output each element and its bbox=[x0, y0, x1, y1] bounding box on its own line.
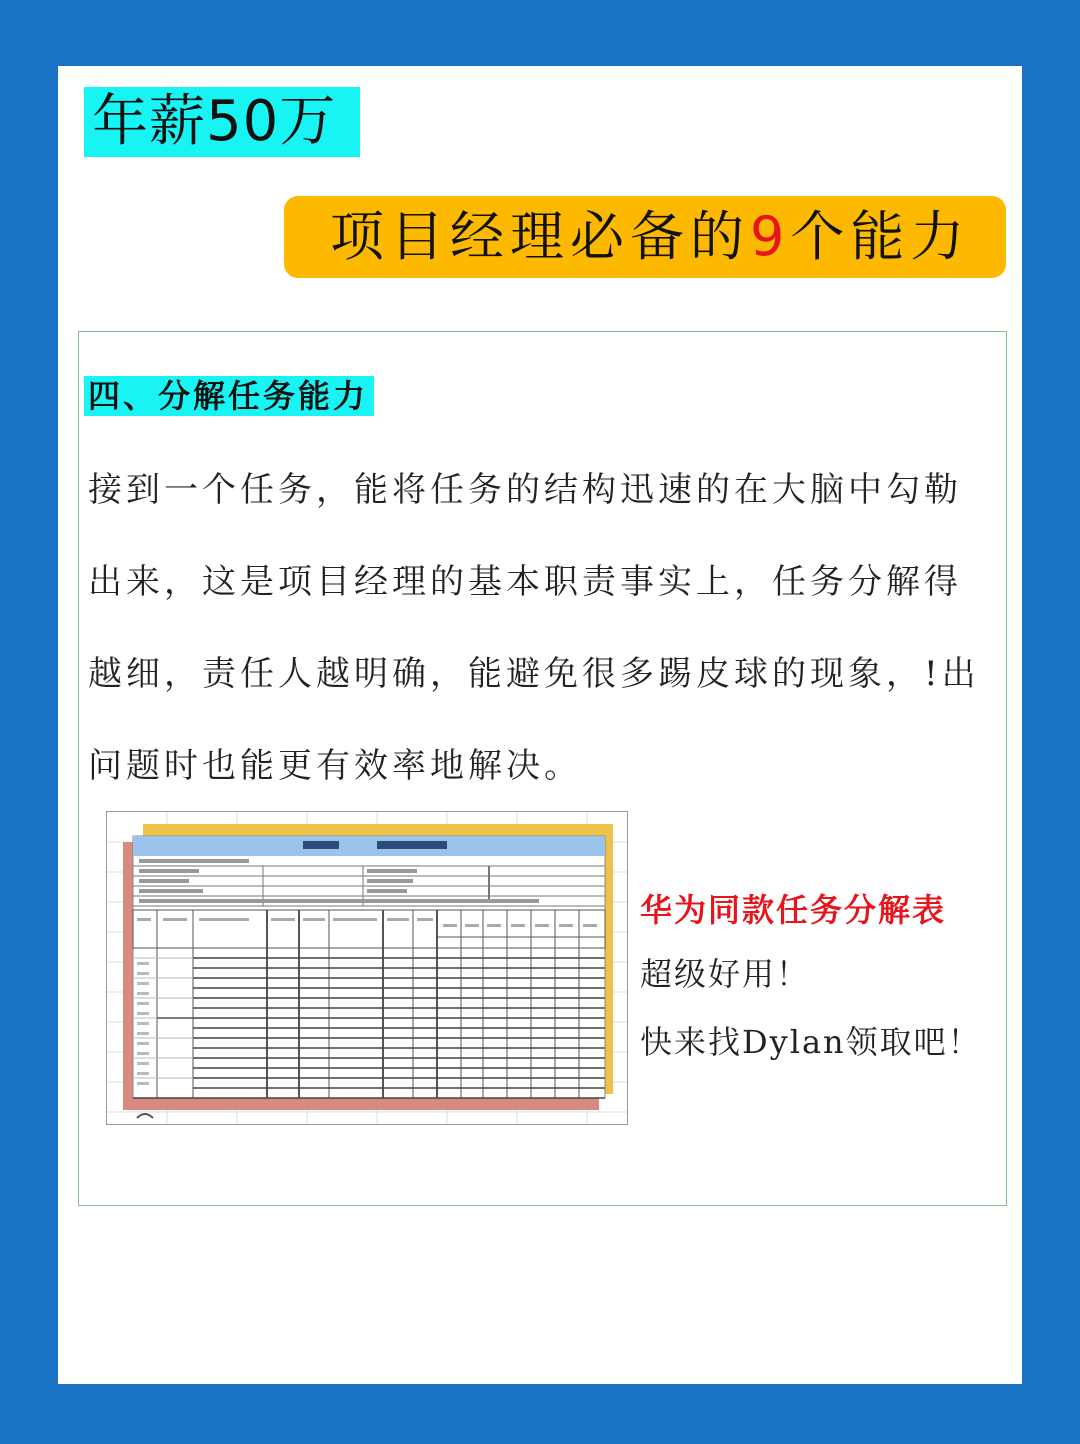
paragraph-line: 问题时也能更有效率地解决。 bbox=[88, 746, 582, 786]
section-paragraph bbox=[88, 444, 988, 812]
section-heading: 四、分解任务能力 bbox=[84, 376, 374, 416]
salary-tag: 年薪50万 bbox=[84, 87, 360, 157]
paragraph-line: 越细，责任人越明确，能避免很多踢皮球的现象，!出 bbox=[88, 654, 980, 694]
spreadsheet-illustration bbox=[107, 812, 628, 1125]
promo-cta: 快来找Dylan领取吧！ bbox=[640, 1023, 982, 1061]
banner-prefix: 项目经理必备的 bbox=[330, 205, 750, 268]
paragraph-line: 出来，这是项目经理的基本职责事实上，任务分解得 bbox=[88, 562, 962, 602]
paragraph-line: 接到一个任务，能将任务的结构迅速的在大脑中勾勒 bbox=[88, 470, 962, 510]
promo-subtitle: 超级好用！ bbox=[640, 955, 811, 993]
promo-text bbox=[640, 880, 982, 1076]
promo-title: 华为同款任务分解表 bbox=[640, 891, 947, 929]
banner-suffix: 个能力 bbox=[790, 205, 971, 268]
title-banner bbox=[284, 196, 1006, 278]
banner-number: 9 bbox=[750, 205, 791, 268]
task-breakdown-spreadsheet-image bbox=[106, 811, 628, 1125]
